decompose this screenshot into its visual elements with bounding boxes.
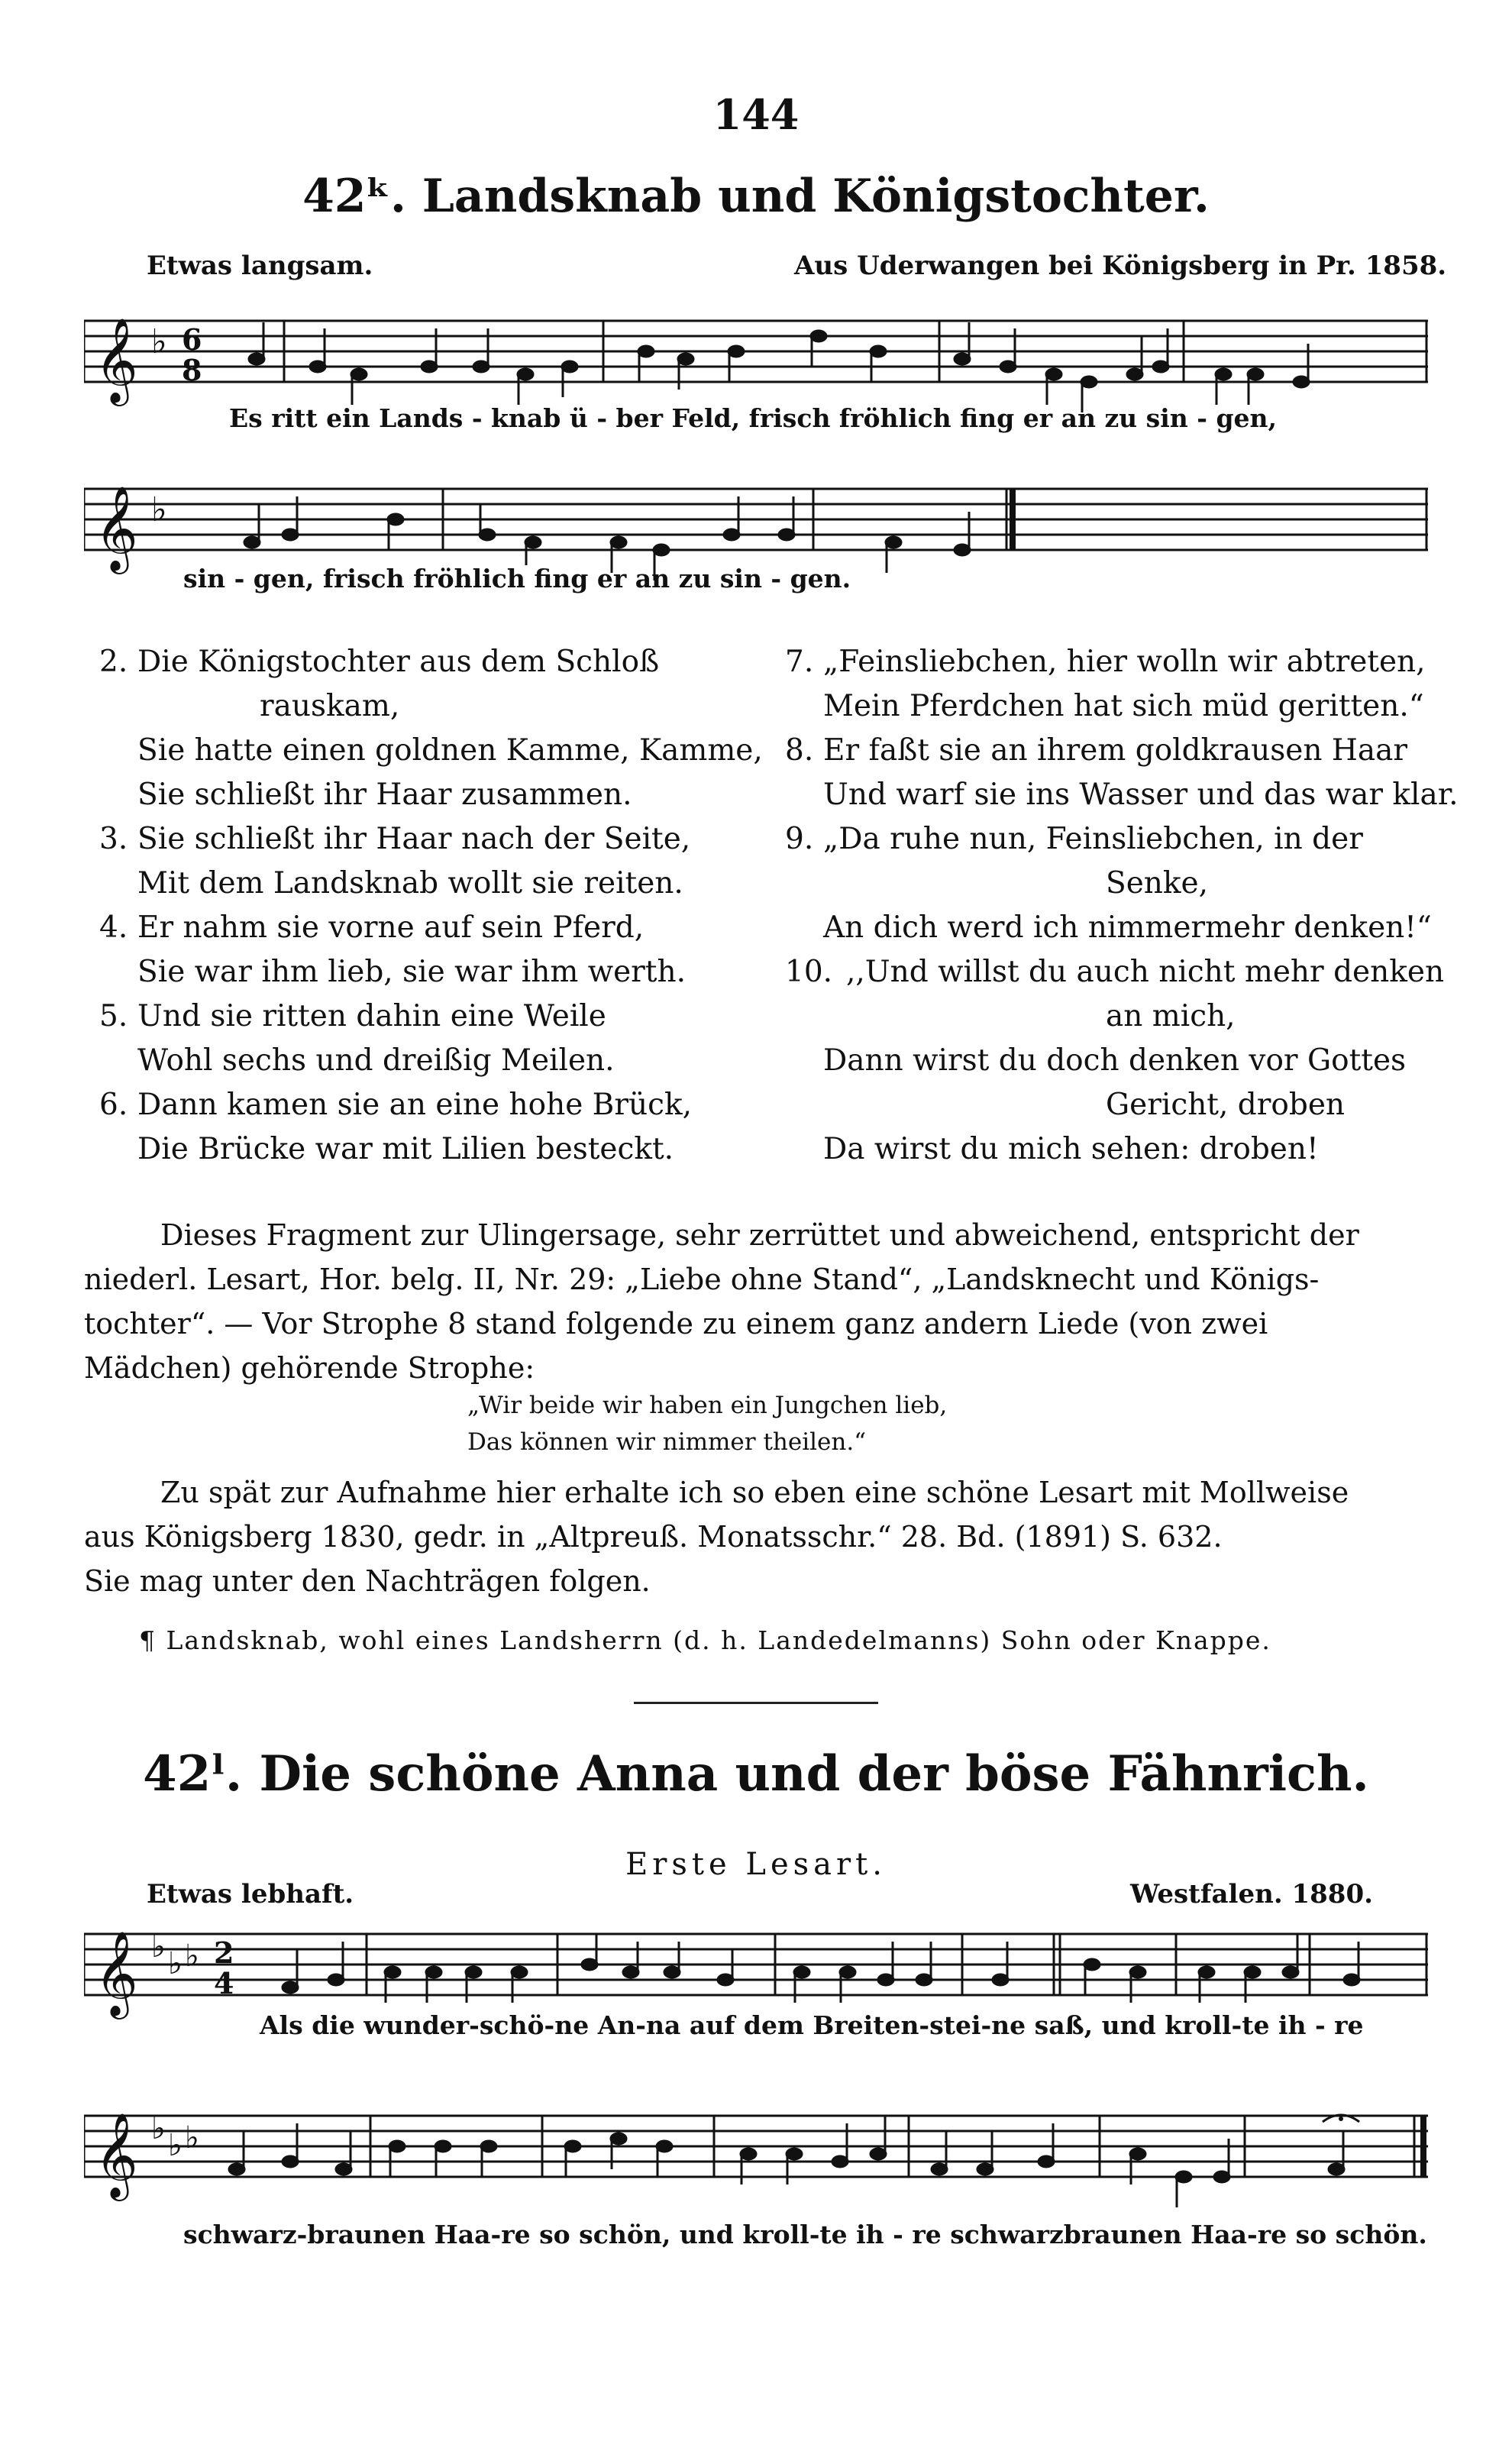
- svg-text:♭: ♭: [151, 1929, 166, 1965]
- svg-text:♭: ♭: [168, 2128, 183, 2163]
- svg-text:♭: ♭: [151, 490, 167, 529]
- svg-text:♭: ♭: [185, 1939, 199, 1974]
- svg-text:2: 2: [214, 1935, 234, 1970]
- stanza-line: 3. Sie schließt ihr Haar nach der Seite,: [99, 822, 691, 856]
- svg-text:♭: ♭: [168, 1946, 183, 1981]
- lyrics-song2-line2: schwarz-braunen Haa-re so schön, und kroll-te ih - re schwarzbraunen Haa-re so schön.: [183, 2220, 1427, 2249]
- paragraph-line: aus Königsberg 1830, gedr. in „Altpreuß. Monatsschr.“ 28. Bd. (1891) S. 632.: [84, 1520, 1223, 1554]
- svg-text:𝄞: 𝄞: [95, 1930, 138, 2016]
- lyrics-song2-line1: Als die wunder-schö-ne An-na auf dem Breiten-stei-ne saß, und kroll-te ih - re: [260, 2010, 1364, 2040]
- tempo-marking: Etwas langsam.: [147, 251, 373, 281]
- music-staff-2a: [84, 1919, 1428, 2026]
- svg-text:6: 6: [182, 322, 202, 357]
- stanza-line: Dann wirst du doch denken vor Gottes: [823, 1043, 1407, 1078]
- svg-text:♭: ♭: [185, 2120, 199, 2155]
- stanza-line: 8. Er faßt sie an ihrem goldkrausen Haar: [785, 733, 1408, 768]
- stanza-line: Sie war ihm lieb, sie war ihm werth.: [137, 955, 686, 989]
- stanza-line: Da wirst du mich sehen: droben!: [823, 1132, 1319, 1166]
- lyrics-song1-line2: sin - gen, frisch fröhlich fing er an zu sin - gen.: [183, 564, 851, 593]
- svg-text:𝄞: 𝄞: [95, 485, 138, 571]
- svg-text:♭: ♭: [151, 2111, 166, 2146]
- quote-line: „Wir beide wir haben ein Jungchen lieb,: [467, 1392, 948, 1419]
- stanza-line: 4. Er nahm sie vorne auf sein Pferd,: [99, 910, 645, 945]
- stanza-line: Mit dem Landsknab wollt sie reiten.: [137, 866, 683, 901]
- stanza-line: An dich werd ich nimmermehr denken!“: [823, 910, 1432, 945]
- svg-text:8: 8: [182, 353, 202, 387]
- stanza-line: 5. Und sie ritten dahin eine Weile: [99, 999, 606, 1033]
- stanza-line: 6. Dann kamen sie an eine hohe Brück,: [99, 1088, 692, 1122]
- source-attribution: Aus Uderwangen bei Königsberg in Pr. 1858.: [794, 251, 1447, 281]
- stanza-line: Wohl sechs und dreißig Meilen.: [137, 1043, 615, 1078]
- svg-text:𝄞: 𝄞: [95, 317, 138, 403]
- paragraph-line: Mädchen) gehörende Strophe:: [84, 1351, 535, 1385]
- lyrics-song1-line1: Es ritt ein Lands - knab ü - ber Feld, frisch fröhlich fing er an zu sin - gen,: [229, 403, 1277, 433]
- svg-text:♭: ♭: [151, 322, 167, 361]
- stanza-line: rauskam,: [260, 689, 400, 723]
- stanza-line: 7. „Feinsliebchen, hier wolln wir abtreten,: [785, 645, 1426, 679]
- tempo-marking: Etwas lebhaft.: [147, 1879, 354, 1910]
- song-title-landsknab: 42ᵏ. Landsknab und Königstochter.: [302, 170, 1210, 223]
- stanza-line: Sie schließt ihr Haar zusammen.: [137, 778, 632, 812]
- stanza-line: Sie hatte einen goldnen Kamme, Kamme,: [137, 733, 763, 768]
- stanza-line: 9. „Da ruhe nun, Feinsliebchen, in der: [785, 822, 1363, 856]
- footnote: ¶ Landsknab, wohl eines Landsherrn (d. h. Landedelmanns) Sohn oder Knappe.: [139, 1625, 1271, 1655]
- commentary-paragraph: [84, 1213, 1436, 1390]
- variant-subtitle: Erste Lesart.: [625, 1847, 887, 1882]
- page-number: 144: [712, 90, 800, 139]
- section-divider: [634, 1702, 878, 1704]
- song-title-schoene-anna: 42ˡ. Die schöne Anna und der böse Fähnrich.: [143, 1745, 1369, 1803]
- paragraph-line: Zu spät zur Aufnahme hier erhalte ich so eben eine schöne Lesart mit Mollweise: [160, 1476, 1349, 1509]
- stanza-line: an mich,: [1106, 999, 1236, 1033]
- stanzas-left-column: [99, 640, 763, 1172]
- paragraph-line: Sie mag unter den Nachträgen folgen.: [84, 1564, 651, 1598]
- stanza-line: Senke,: [1106, 866, 1209, 901]
- quoted-stanza: [467, 1387, 947, 1460]
- stanza-line: Gericht, droben: [1106, 1088, 1346, 1122]
- music-staff-2b: [84, 2100, 1428, 2207]
- late-addition-paragraph: [84, 1470, 1436, 1603]
- stanzas-right-column: [785, 640, 1459, 1172]
- stanza-line: Mein Pferdchen hat sich müd geritten.“: [823, 689, 1424, 723]
- svg-text:𝄞: 𝄞: [95, 2112, 138, 2197]
- paragraph-line: tochter“. — Vor Strophe 8 stand folgende zu einem ganz andern Liede (von zwei: [84, 1307, 1268, 1340]
- stanza-line: 2. Die Königstochter aus dem Schloß: [99, 645, 660, 679]
- stanza-line: 10. ,,Und willst du auch nicht mehr denken: [785, 955, 1445, 989]
- stanza-line: Die Brücke war mit Lilien besteckt.: [137, 1132, 674, 1166]
- source-attribution: Westfalen. 1880.: [1130, 1879, 1373, 1910]
- quote-line: Das können wir nimmer theilen.“: [467, 1428, 867, 1456]
- svg-text:4: 4: [214, 1966, 234, 2000]
- paragraph-line: Dieses Fragment zur Ulingersage, sehr zerrüttet und abweichend, entspricht der: [160, 1218, 1359, 1252]
- paragraph-line: niederl. Lesart, Hor. belg. II, Nr. 29: „Liebe ohne Stand“, „Landsknecht und Königs-: [84, 1263, 1320, 1296]
- stanza-line: Und warf sie ins Wasser und das war klar.: [823, 778, 1459, 812]
